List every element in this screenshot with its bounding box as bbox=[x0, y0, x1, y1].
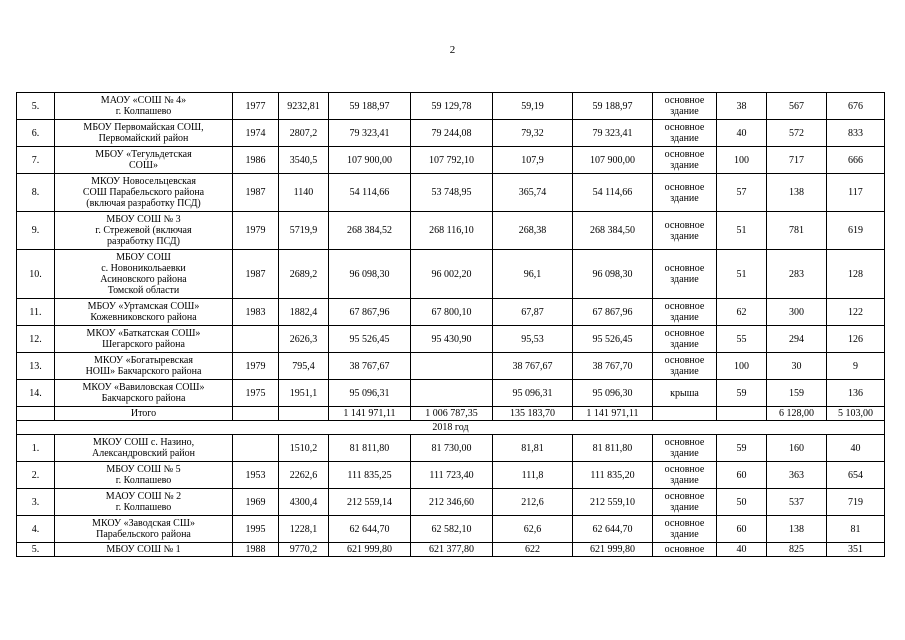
cell-c5: 51 bbox=[717, 212, 767, 250]
cell-c1: 62 644,70 bbox=[329, 516, 411, 543]
cell-c3: 59,19 bbox=[493, 93, 573, 120]
cell-c1: 79 323,41 bbox=[329, 120, 411, 147]
cell-name: МБОУ СОШ № 3 г. Стрежевой (включая разработку ПСД) bbox=[55, 212, 233, 250]
cell-c3: 79,32 bbox=[493, 120, 573, 147]
total-c2: 1 006 787,35 bbox=[411, 407, 493, 421]
cell-c1: 81 811,80 bbox=[329, 435, 411, 462]
cell-c2: 62 582,10 bbox=[411, 516, 493, 543]
table-row bbox=[17, 299, 885, 326]
cell-year: 1995 bbox=[233, 516, 279, 543]
cell-c3: 95 096,31 bbox=[493, 380, 573, 407]
cell-c6: 717 bbox=[767, 147, 827, 174]
cell-c2 bbox=[411, 353, 493, 380]
table-row bbox=[17, 353, 885, 380]
cell-area: 4300,4 bbox=[279, 489, 329, 516]
cell-c6: 283 bbox=[767, 250, 827, 299]
cell-type: основное здание bbox=[653, 435, 717, 462]
cell-type: крыша bbox=[653, 380, 717, 407]
cell-name: МБОУ СОШ с. Новоникольаевки Асиновского района Томской области bbox=[55, 250, 233, 299]
cell-c1: 621 999,80 bbox=[329, 543, 411, 557]
cell-c7: 81 bbox=[827, 516, 885, 543]
cell-n: 3. bbox=[17, 489, 55, 516]
cell-year: 1969 bbox=[233, 489, 279, 516]
cell-c4: 59 188,97 bbox=[573, 93, 653, 120]
cell-n: 6. bbox=[17, 120, 55, 147]
cell-c5: 62 bbox=[717, 299, 767, 326]
cell-c4: 79 323,41 bbox=[573, 120, 653, 147]
cell-c7: 351 bbox=[827, 543, 885, 557]
cell-c1: 59 188,97 bbox=[329, 93, 411, 120]
cell-c6: 572 bbox=[767, 120, 827, 147]
cell-c3: 62,6 bbox=[493, 516, 573, 543]
cell-c4: 62 644,70 bbox=[573, 516, 653, 543]
cell-c3: 38 767,67 bbox=[493, 353, 573, 380]
cell-c2: 81 730,00 bbox=[411, 435, 493, 462]
cell-c5: 100 bbox=[717, 353, 767, 380]
cell-c2 bbox=[411, 380, 493, 407]
cell-c5: 50 bbox=[717, 489, 767, 516]
cell-c3: 67,87 bbox=[493, 299, 573, 326]
table-row bbox=[17, 147, 885, 174]
cell-area: 9770,2 bbox=[279, 543, 329, 557]
cell-c3: 212,6 bbox=[493, 489, 573, 516]
cell-type: основное здание bbox=[653, 462, 717, 489]
cell-type: основное здание bbox=[653, 147, 717, 174]
cell-year: 1974 bbox=[233, 120, 279, 147]
total-c1: 1 141 971,11 bbox=[329, 407, 411, 421]
cell-n: 10. bbox=[17, 250, 55, 299]
cell-c7: 122 bbox=[827, 299, 885, 326]
cell-c7: 666 bbox=[827, 147, 885, 174]
cell-c4: 38 767,70 bbox=[573, 353, 653, 380]
cell-year: 1987 bbox=[233, 250, 279, 299]
cell-c6: 300 bbox=[767, 299, 827, 326]
cell-year: 1953 bbox=[233, 462, 279, 489]
cell-type: основное здание bbox=[653, 93, 717, 120]
table-row bbox=[17, 462, 885, 489]
cell-c6: 30 bbox=[767, 353, 827, 380]
cell-n: 7. bbox=[17, 147, 55, 174]
cell-c1: 96 098,30 bbox=[329, 250, 411, 299]
cell-c6: 363 bbox=[767, 462, 827, 489]
cell-c2: 79 244,08 bbox=[411, 120, 493, 147]
cell-area: 2807,2 bbox=[279, 120, 329, 147]
cell-area: 1951,1 bbox=[279, 380, 329, 407]
cell-n: 11. bbox=[17, 299, 55, 326]
cell-n: 13. bbox=[17, 353, 55, 380]
cell-name: МБОУ СОШ № 1 bbox=[55, 543, 233, 557]
cell-c4: 212 559,10 bbox=[573, 489, 653, 516]
cell-c6: 567 bbox=[767, 93, 827, 120]
table-row bbox=[17, 543, 885, 557]
page-number: 2 bbox=[449, 44, 456, 56]
cell-type: основное здание bbox=[653, 120, 717, 147]
cell-type: основное здание bbox=[653, 326, 717, 353]
cell-c3: 622 bbox=[493, 543, 573, 557]
cell-c3: 268,38 bbox=[493, 212, 573, 250]
cell-c2: 59 129,78 bbox=[411, 93, 493, 120]
cell-c4: 107 900,00 bbox=[573, 147, 653, 174]
cell-c6: 294 bbox=[767, 326, 827, 353]
cell-c6: 537 bbox=[767, 489, 827, 516]
cell-c1: 268 384,52 bbox=[329, 212, 411, 250]
cell-c3: 95,53 bbox=[493, 326, 573, 353]
cell-year: 1977 bbox=[233, 93, 279, 120]
table-row bbox=[17, 380, 885, 407]
cell-c2: 53 748,95 bbox=[411, 174, 493, 212]
cell-c7: 619 bbox=[827, 212, 885, 250]
cell-year bbox=[233, 326, 279, 353]
cell-c5: 59 bbox=[717, 380, 767, 407]
cell-c6: 160 bbox=[767, 435, 827, 462]
cell-n: 4. bbox=[17, 516, 55, 543]
cell-n: 1. bbox=[17, 435, 55, 462]
cell-c5: 60 bbox=[717, 462, 767, 489]
cell-c4: 96 098,30 bbox=[573, 250, 653, 299]
cell-year: 1975 bbox=[233, 380, 279, 407]
cell-c5: 59 bbox=[717, 435, 767, 462]
cell-type: основное bbox=[653, 543, 717, 557]
cell-c4: 95 096,30 bbox=[573, 380, 653, 407]
cell-year: 1988 bbox=[233, 543, 279, 557]
cell-name: МАОУ СОШ № 2 г. Колпашево bbox=[55, 489, 233, 516]
cell-c2: 111 723,40 bbox=[411, 462, 493, 489]
cell-area: 1140 bbox=[279, 174, 329, 212]
cell-c2: 67 800,10 bbox=[411, 299, 493, 326]
cell-c4: 268 384,50 bbox=[573, 212, 653, 250]
cell-area: 3540,5 bbox=[279, 147, 329, 174]
cell-year: 1987 bbox=[233, 174, 279, 212]
year-header-row bbox=[17, 421, 885, 435]
cell-name: МКОУ «Баткатская СОШ» Шегарского района bbox=[55, 326, 233, 353]
cell-name: МКОУ «Вавиловская СОШ» Бакчарского района bbox=[55, 380, 233, 407]
cell-c1: 95 096,31 bbox=[329, 380, 411, 407]
table-row bbox=[17, 435, 885, 462]
cell-c7: 128 bbox=[827, 250, 885, 299]
cell-name: МКОУ «Заводская СШ» Парабельского района bbox=[55, 516, 233, 543]
cell-area: 1882,4 bbox=[279, 299, 329, 326]
cell-name: МАОУ «СОШ № 4» г. Колпашево bbox=[55, 93, 233, 120]
cell-c6: 138 bbox=[767, 174, 827, 212]
cell-c1: 95 526,45 bbox=[329, 326, 411, 353]
cell-c3: 107,9 bbox=[493, 147, 573, 174]
cell-c4: 111 835,20 bbox=[573, 462, 653, 489]
cell-c3: 81,81 bbox=[493, 435, 573, 462]
cell-year: 1986 bbox=[233, 147, 279, 174]
cell-n: 12. bbox=[17, 326, 55, 353]
total-c6: 6 128,00 bbox=[767, 407, 827, 421]
cell-n: 2. bbox=[17, 462, 55, 489]
cell-year: 1983 bbox=[233, 299, 279, 326]
table-row bbox=[17, 489, 885, 516]
total-label: Итого bbox=[55, 407, 233, 421]
cell-n: 9. bbox=[17, 212, 55, 250]
cell-type: основное здание bbox=[653, 212, 717, 250]
cell-year: 1979 bbox=[233, 212, 279, 250]
cell-name: МКОУ Новосельцевская СОШ Парабельского района (включая разработку ПСД) bbox=[55, 174, 233, 212]
cell-c7: 719 bbox=[827, 489, 885, 516]
cell-c5: 57 bbox=[717, 174, 767, 212]
cell-name: МКОУ «Богатыревская НОШ» Бакчарского района bbox=[55, 353, 233, 380]
cell-n: 8. bbox=[17, 174, 55, 212]
cell-c7: 136 bbox=[827, 380, 885, 407]
cell-area: 1510,2 bbox=[279, 435, 329, 462]
cell-c5: 40 bbox=[717, 120, 767, 147]
cell-c7: 40 bbox=[827, 435, 885, 462]
cell-type: основное здание bbox=[653, 174, 717, 212]
cell-c5: 55 bbox=[717, 326, 767, 353]
table-row bbox=[17, 212, 885, 250]
cell-area: 2626,3 bbox=[279, 326, 329, 353]
cell-area: 795,4 bbox=[279, 353, 329, 380]
cell-c4: 54 114,66 bbox=[573, 174, 653, 212]
cell-c6: 138 bbox=[767, 516, 827, 543]
cell-c1: 67 867,96 bbox=[329, 299, 411, 326]
cell-c2: 95 430,90 bbox=[411, 326, 493, 353]
cell-c1: 107 900,00 bbox=[329, 147, 411, 174]
cell-c5: 38 bbox=[717, 93, 767, 120]
cell-c6: 159 bbox=[767, 380, 827, 407]
cell-name: МБОУ СОШ № 5 г. Колпашево bbox=[55, 462, 233, 489]
table-row bbox=[17, 174, 885, 212]
cell-c5: 100 bbox=[717, 147, 767, 174]
cell-c4: 95 526,45 bbox=[573, 326, 653, 353]
cell-c6: 781 bbox=[767, 212, 827, 250]
year-header: 2018 год bbox=[17, 421, 885, 435]
table-row bbox=[17, 120, 885, 147]
cell-name: МКОУ СОШ с. Назино, Александровский район bbox=[55, 435, 233, 462]
cell-c7: 833 bbox=[827, 120, 885, 147]
cell-c3: 111,8 bbox=[493, 462, 573, 489]
cell-c2: 107 792,10 bbox=[411, 147, 493, 174]
cell-name: МБОУ «Тегульдетская СОШ» bbox=[55, 147, 233, 174]
cell-c5: 40 bbox=[717, 543, 767, 557]
cell-type: основное здание bbox=[653, 250, 717, 299]
cell-type: основное здание bbox=[653, 353, 717, 380]
cell-type: основное здание bbox=[653, 489, 717, 516]
cell-c2: 212 346,60 bbox=[411, 489, 493, 516]
cell-c2: 268 116,10 bbox=[411, 212, 493, 250]
cell-c7: 117 bbox=[827, 174, 885, 212]
cell-c4: 67 867,96 bbox=[573, 299, 653, 326]
cell-c7: 9 bbox=[827, 353, 885, 380]
cell-c4: 621 999,80 bbox=[573, 543, 653, 557]
cell-c3: 365,74 bbox=[493, 174, 573, 212]
cell-name: МБОУ Первомайская СОШ, Первомайский район bbox=[55, 120, 233, 147]
cell-area: 2262,6 bbox=[279, 462, 329, 489]
cell-c7: 654 bbox=[827, 462, 885, 489]
cell-area: 9232,81 bbox=[279, 93, 329, 120]
total-c3: 135 183,70 bbox=[493, 407, 573, 421]
cell-c1: 38 767,67 bbox=[329, 353, 411, 380]
cell-name: МБОУ «Уртамская СОШ» Кожевниковского района bbox=[55, 299, 233, 326]
cell-type: основное здание bbox=[653, 299, 717, 326]
cell-c7: 126 bbox=[827, 326, 885, 353]
cell-c5: 51 bbox=[717, 250, 767, 299]
cell-c4: 81 811,80 bbox=[573, 435, 653, 462]
cell-c5: 60 bbox=[717, 516, 767, 543]
total-row bbox=[17, 407, 885, 421]
cell-c1: 111 835,25 bbox=[329, 462, 411, 489]
cell-c6: 825 bbox=[767, 543, 827, 557]
cell-c2: 96 002,20 bbox=[411, 250, 493, 299]
table-row bbox=[17, 326, 885, 353]
table-row bbox=[17, 250, 885, 299]
table-row bbox=[17, 516, 885, 543]
cell-c7: 676 bbox=[827, 93, 885, 120]
cell-c1: 54 114,66 bbox=[329, 174, 411, 212]
cell-area: 1228,1 bbox=[279, 516, 329, 543]
cell-area: 2689,2 bbox=[279, 250, 329, 299]
cell-c3: 96,1 bbox=[493, 250, 573, 299]
schools-table bbox=[16, 92, 885, 557]
cell-c1: 212 559,14 bbox=[329, 489, 411, 516]
cell-n: 14. bbox=[17, 380, 55, 407]
cell-n: 5. bbox=[17, 93, 55, 120]
cell-area: 5719,9 bbox=[279, 212, 329, 250]
cell-n: 5. bbox=[17, 543, 55, 557]
total-c4: 1 141 971,11 bbox=[573, 407, 653, 421]
cell-year: 1979 bbox=[233, 353, 279, 380]
cell-c2: 621 377,80 bbox=[411, 543, 493, 557]
table-row bbox=[17, 93, 885, 120]
cell-year bbox=[233, 435, 279, 462]
total-c7: 5 103,00 bbox=[827, 407, 885, 421]
cell-type: основное здание bbox=[653, 516, 717, 543]
